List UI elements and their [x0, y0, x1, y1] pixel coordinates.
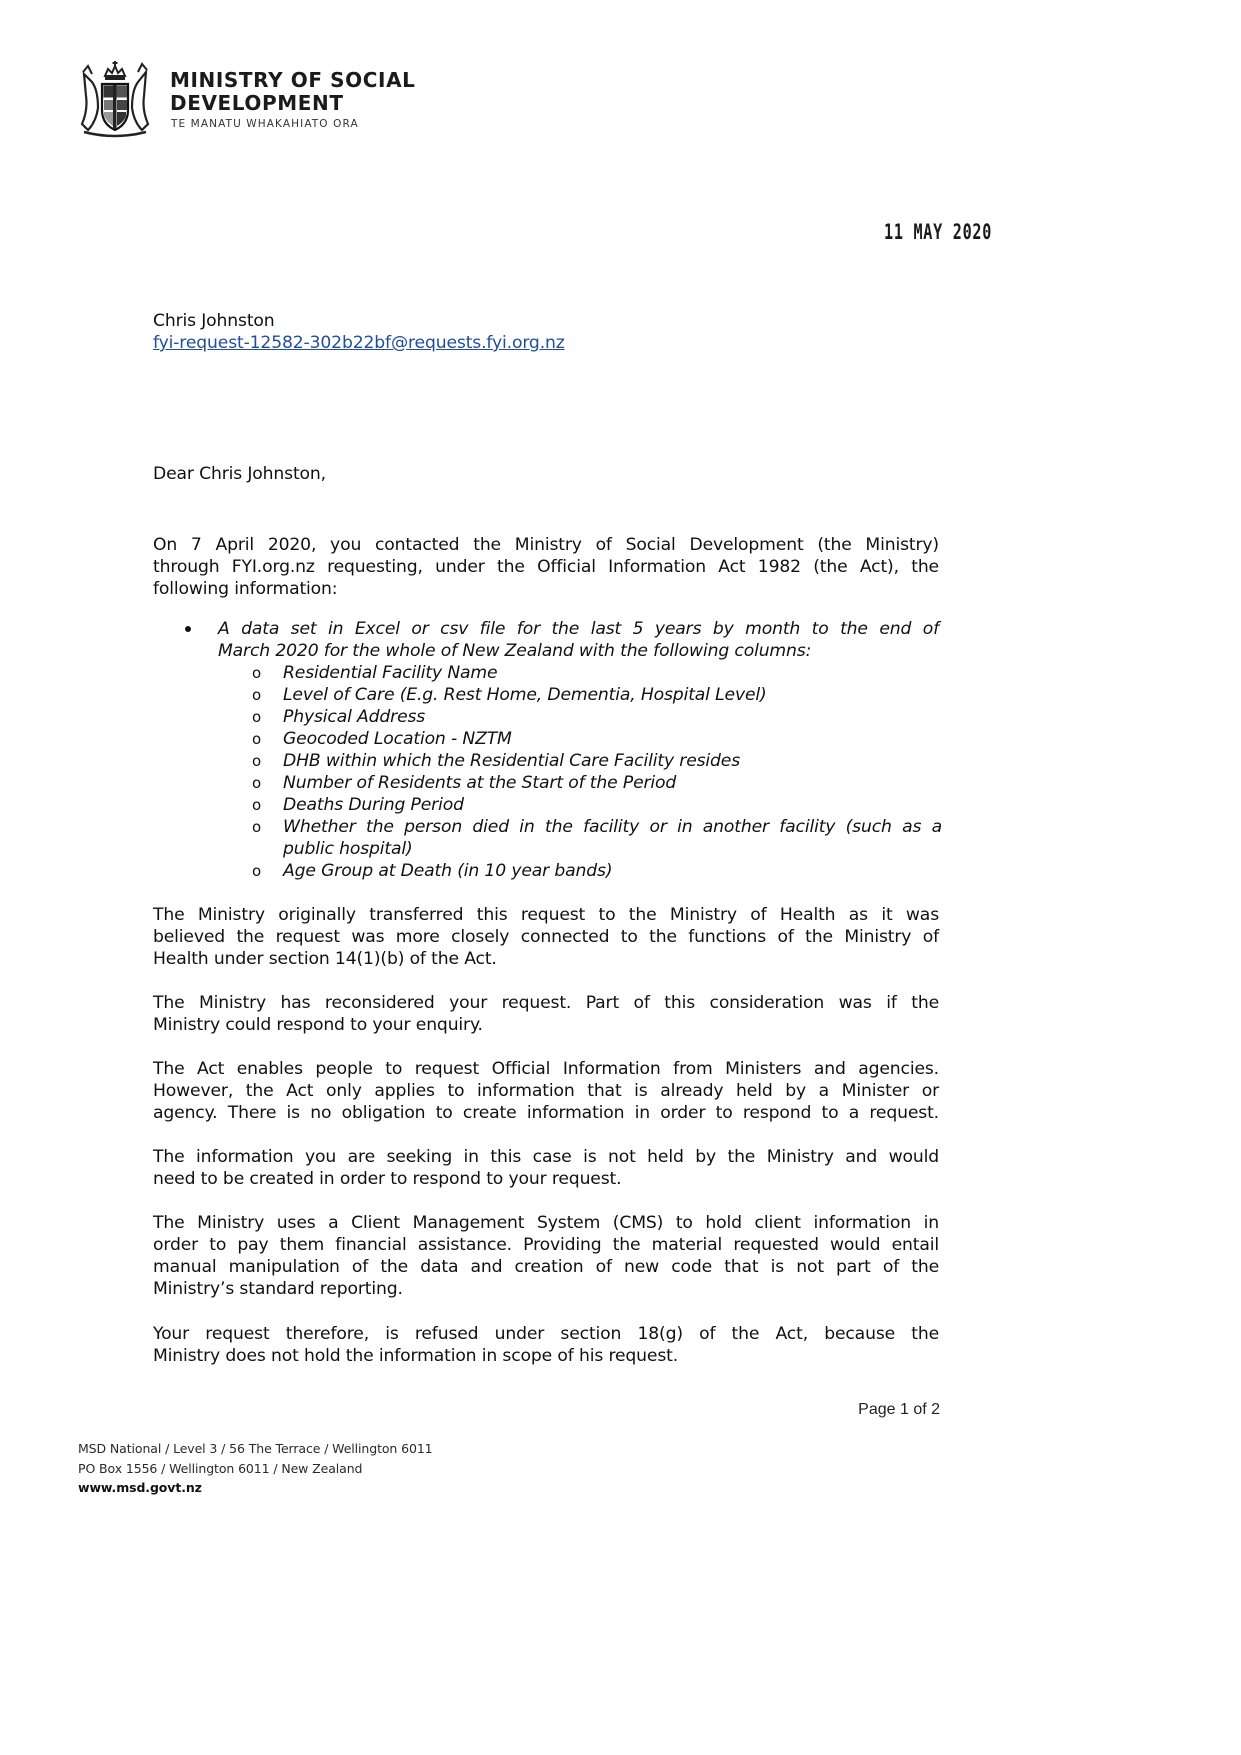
circle-bullet-icon: o [252, 796, 262, 814]
text-line: believed the request was more closely connected to the functions of the Ministry of [153, 927, 939, 947]
circle-bullet-icon: o [252, 686, 262, 704]
paragraph-transfer [153, 904, 939, 970]
paragraph-cms [153, 1212, 939, 1300]
text-line: order to pay them financial assistance. Providing the material requested would entail [153, 1235, 939, 1255]
text-line: DHB within which the Residential Care Facility resides [283, 751, 741, 771]
paragraph-refusal [153, 1323, 939, 1367]
list-item [252, 816, 942, 860]
paragraph-not-held [153, 1146, 939, 1190]
organisation-maori-name: TE MANATU WHAKAHIATO ORA [171, 118, 359, 130]
organisation-name-line1: MINISTRY OF SOCIAL [170, 68, 416, 92]
recipient-email-link[interactable]: fyi-request-12582-302b22bf@requests.fyi.org.nz [153, 333, 565, 353]
text-line: manual manipulation of the data and creation of new code that is not part of the [153, 1257, 939, 1277]
list-item [252, 662, 942, 684]
paragraph-reconsidered [153, 992, 939, 1036]
text-line: Physical Address [283, 707, 426, 727]
page-number: Page 1 of 2 [858, 1401, 940, 1418]
text-line: Age Group at Death (in 10 year bands) [283, 861, 613, 881]
text-line: Ministry’s standard reporting. [153, 1279, 403, 1299]
text-line: Deaths During Period [283, 795, 464, 815]
list-item [252, 772, 942, 794]
salutation: Dear Chris Johnston, [153, 464, 326, 484]
list-item [252, 684, 942, 706]
text-line: Residential Facility Name [283, 663, 498, 683]
paragraph-request-summary [153, 534, 939, 600]
list-item [252, 728, 942, 750]
text-line: Health under section 14(1)(b) of the Act. [153, 949, 497, 969]
text-line: However, the Act only applies to information that is already held by a Minister or [153, 1081, 939, 1101]
date-stamp: 11 MAY 2020 [884, 220, 993, 244]
organisation-name-line2: DEVELOPMENT [170, 91, 344, 115]
circle-bullet-icon: o [252, 818, 262, 836]
circle-bullet-icon: o [252, 774, 262, 792]
text-line: Whether the person died in the facility or in another facility (such as a [283, 817, 942, 837]
text-line: Ministry could respond to your enquiry. [153, 1015, 483, 1035]
text-line: On 7 April 2020, you contacted the Ministry of Social Development (the Ministry) [153, 535, 939, 555]
text-line: The information you are seeking in this case is not held by the Ministry and would [153, 1147, 939, 1167]
text-line: Level of Care (E.g. Rest Home, Dementia, Hospital Level) [283, 685, 767, 705]
circle-bullet-icon: o [252, 664, 262, 682]
text-line: The Ministry has reconsidered your request. Part of this consideration was if the [153, 993, 939, 1013]
paragraph-act-scope [153, 1058, 939, 1124]
text-line: The Ministry originally transferred this request to the Ministry of Health as it was [153, 905, 939, 925]
footer-address [78, 1439, 433, 1498]
circle-bullet-icon: o [252, 730, 262, 748]
text-line: need to be created in order to respond to your request. [153, 1169, 622, 1189]
list-item [252, 706, 942, 728]
nz-coat-of-arms-icon [78, 60, 152, 138]
circle-bullet-icon: o [252, 752, 262, 770]
text-line: Ministry does not hold the information in scope of his request. [153, 1346, 679, 1366]
footer-address-line2: PO Box 1556 / Wellington 6011 / New Zealand [78, 1460, 363, 1476]
list-item [252, 750, 942, 772]
bullet-icon [185, 626, 191, 632]
requested-columns-list [252, 662, 942, 882]
text-line: A data set in Excel or csv file for the last 5 years by month to the end of [218, 619, 939, 639]
text-line: March 2020 for the whole of New Zealand with the following columns: [218, 641, 812, 661]
text-line: through FYI.org.nz requesting, under the Official Information Act 1982 (the Act), the [153, 557, 939, 577]
list-item [252, 860, 942, 882]
organisation-name [170, 69, 416, 115]
footer-website-link[interactable]: www.msd.govt.nz [78, 1480, 202, 1495]
text-line: following information: [153, 579, 338, 599]
request-bullet [218, 618, 939, 662]
recipient-name: Chris Johnston [153, 311, 275, 331]
footer-address-line1: MSD National / Level 3 / 56 The Terrace / Wellington 6011 [78, 1441, 433, 1456]
text-line: public hospital) [283, 839, 413, 859]
text-line: The Act enables people to request Official Information from Ministers and agencies. [153, 1059, 939, 1079]
text-line: Number of Residents at the Start of the Period [283, 773, 677, 793]
text-line: Geocoded Location - NZTM [283, 729, 512, 749]
text-line: The Ministry uses a Client Management System (CMS) to hold client information in [153, 1213, 939, 1233]
circle-bullet-icon: o [252, 862, 262, 880]
text-line: agency. There is no obligation to create information in order to respond to a request. [153, 1103, 939, 1123]
circle-bullet-icon: o [252, 708, 262, 726]
list-item [252, 794, 942, 816]
text-line: Your request therefore, is refused under section 18(g) of the Act, because the [153, 1324, 939, 1344]
